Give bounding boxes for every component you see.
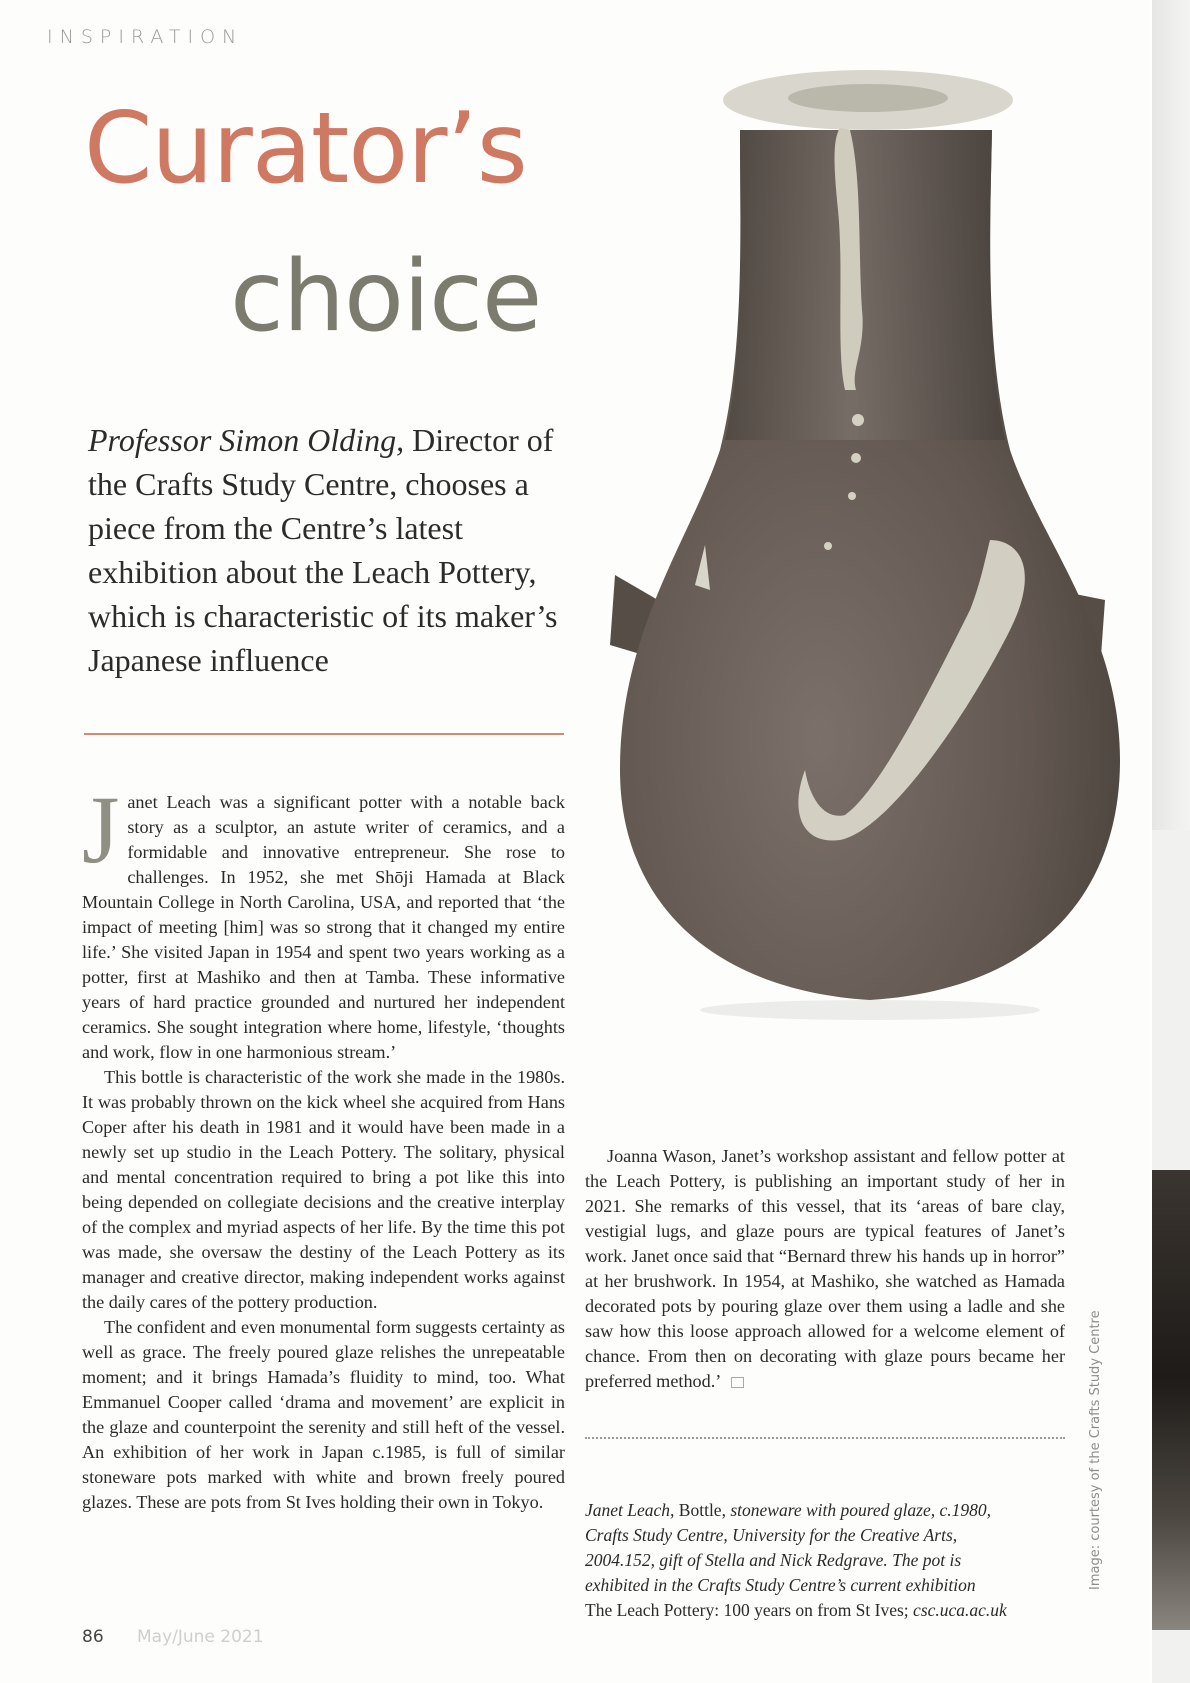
end-mark-icon: [731, 1377, 744, 1388]
glaze-drop: [824, 542, 832, 550]
bottle-neck: [725, 130, 1005, 440]
article-column-left: [82, 776, 565, 1515]
dotted-rule: [585, 1437, 1065, 1439]
image-credit: Image: courtesy of the Crafts Study Centre: [1088, 1310, 1103, 1590]
issue-date: May/June 2021: [137, 1627, 264, 1647]
caption-medium: stoneware with poured glaze, c.1980,: [725, 1500, 992, 1520]
caption-url: csc.uca.ac.uk: [908, 1600, 1007, 1620]
headline-line-1: Curator’s: [84, 92, 527, 206]
bottle-photo: [600, 70, 1140, 1020]
facing-page-edge: [1152, 0, 1190, 1683]
caption-title: Bottle,: [674, 1500, 726, 1520]
accent-rule: [84, 733, 564, 735]
paragraph-3: The confident and even monumental form suggests certainty as well as grace. The freely poured glaze relishes the unrepeatable moment; and it brings Hamada’s fluidity to mind, too. What Emmanuel Cooper called ‘drama and movement’ are explicit in the glaze and counterpoint the serenity and still heft of the vessel. An exhibition of her work in Japan c.1985, is full of similar stoneware pots marked with white and brown freely poured glazes. These are pots from St Ives holding their own in Tokyo.: [82, 1317, 565, 1512]
paragraph-1: [82, 776, 565, 1065]
glaze-drop: [852, 414, 864, 426]
paragraph-4: [585, 1144, 1065, 1394]
article-column-right: [585, 1144, 1065, 1394]
dropcap: J: [82, 776, 120, 883]
glaze-drop: [848, 492, 856, 500]
glaze-drop: [851, 453, 861, 463]
standfirst-author: Professor Simon Olding,: [88, 422, 405, 458]
caption-line-4: exhibited in the Crafts Study Centre’s current exhibition: [585, 1575, 976, 1595]
bottle-shadow: [700, 1000, 1040, 1020]
page-number: 86: [82, 1627, 104, 1647]
photo-caption: [585, 1498, 1065, 1623]
paragraph-1-text: anet Leach was a significant potter with a notable back story as a sculptor, an astute writer of ceramics, and a formidable and innovative entrepreneur. She rose to challenges. In 1952, she met Shōji Hamada at Black Mountain College in North Carolina, USA, and reported that ‘the impact of meeting [him] was so strong that it changed my entire life.’ She visited Japan in 1954 and spent two years working as a potter, first at Mashiko and then at Tamba. These informative years of hard practice grounded and nurtured her independent ceramics. She sought integration where home, lifestyle, ‘thoughts and work, flow in one harmonious stream.’: [82, 792, 565, 1062]
caption-line-2: Crafts Study Centre, University for the Creative Arts,: [585, 1525, 958, 1545]
caption-artist: Janet Leach,: [585, 1500, 675, 1520]
headline-line-2: choice: [230, 240, 542, 354]
caption-exhibition: The Leach Pottery: 100 years on from St Ives;: [585, 1600, 909, 1620]
paragraph-2: This bottle is characteristic of the work she made in the 1980s. It was probably thrown on the kick wheel she acquired from Hans Coper after his death in 1981 and it would have been made in a newly set up studio in the Leach Pottery. The solitary, physical and mental concentration required to bring a pot like this into being depended on collegiate decisions and the creative interplay of the complex and myriad aspects of her life. By the time this pot was made, she oversaw the destiny of the Leach Pottery as its manager and creative director, making independent works against the daily cares of the pottery production.: [82, 1067, 565, 1312]
standfirst: [88, 418, 588, 682]
paragraph-4-text: Joanna Wason, Janet’s workshop assistant and fellow potter at the Leach Pottery, is publishing an important study of her in 2021. She remarks of this vessel, that its ‘areas of bare clay, vestigial lugs, and glaze pours are typical features of Janet’s work. Janet once said that “Bernard threw his hands up in horror” at her brushwork. In 1954, at Mashiko, she watched as Hamada decorated pots by pouring glaze over them using a ladle and she saw how this loose approach allowed for a welcome element of chance. From then on decorating with glaze pours became her preferred method.’: [585, 1146, 1065, 1391]
bottle-opening: [788, 84, 948, 112]
caption-line-5: [585, 1598, 1065, 1623]
section-label: INSPIRATION: [47, 26, 244, 48]
standfirst-text: Director of the Crafts Study Centre, chooses a piece from the Centre’s latest exhibition about the Leach Pottery, which is characteristic of its maker’s Japanese influence: [88, 422, 558, 678]
facing-page-photo: [1152, 1170, 1190, 1630]
facing-page-shade: [1152, 0, 1190, 830]
caption-line-3: 2004.152, gift of Stella and Nick Redgrave. The pot is: [585, 1550, 962, 1570]
caption-line-1: [585, 1498, 1065, 1523]
